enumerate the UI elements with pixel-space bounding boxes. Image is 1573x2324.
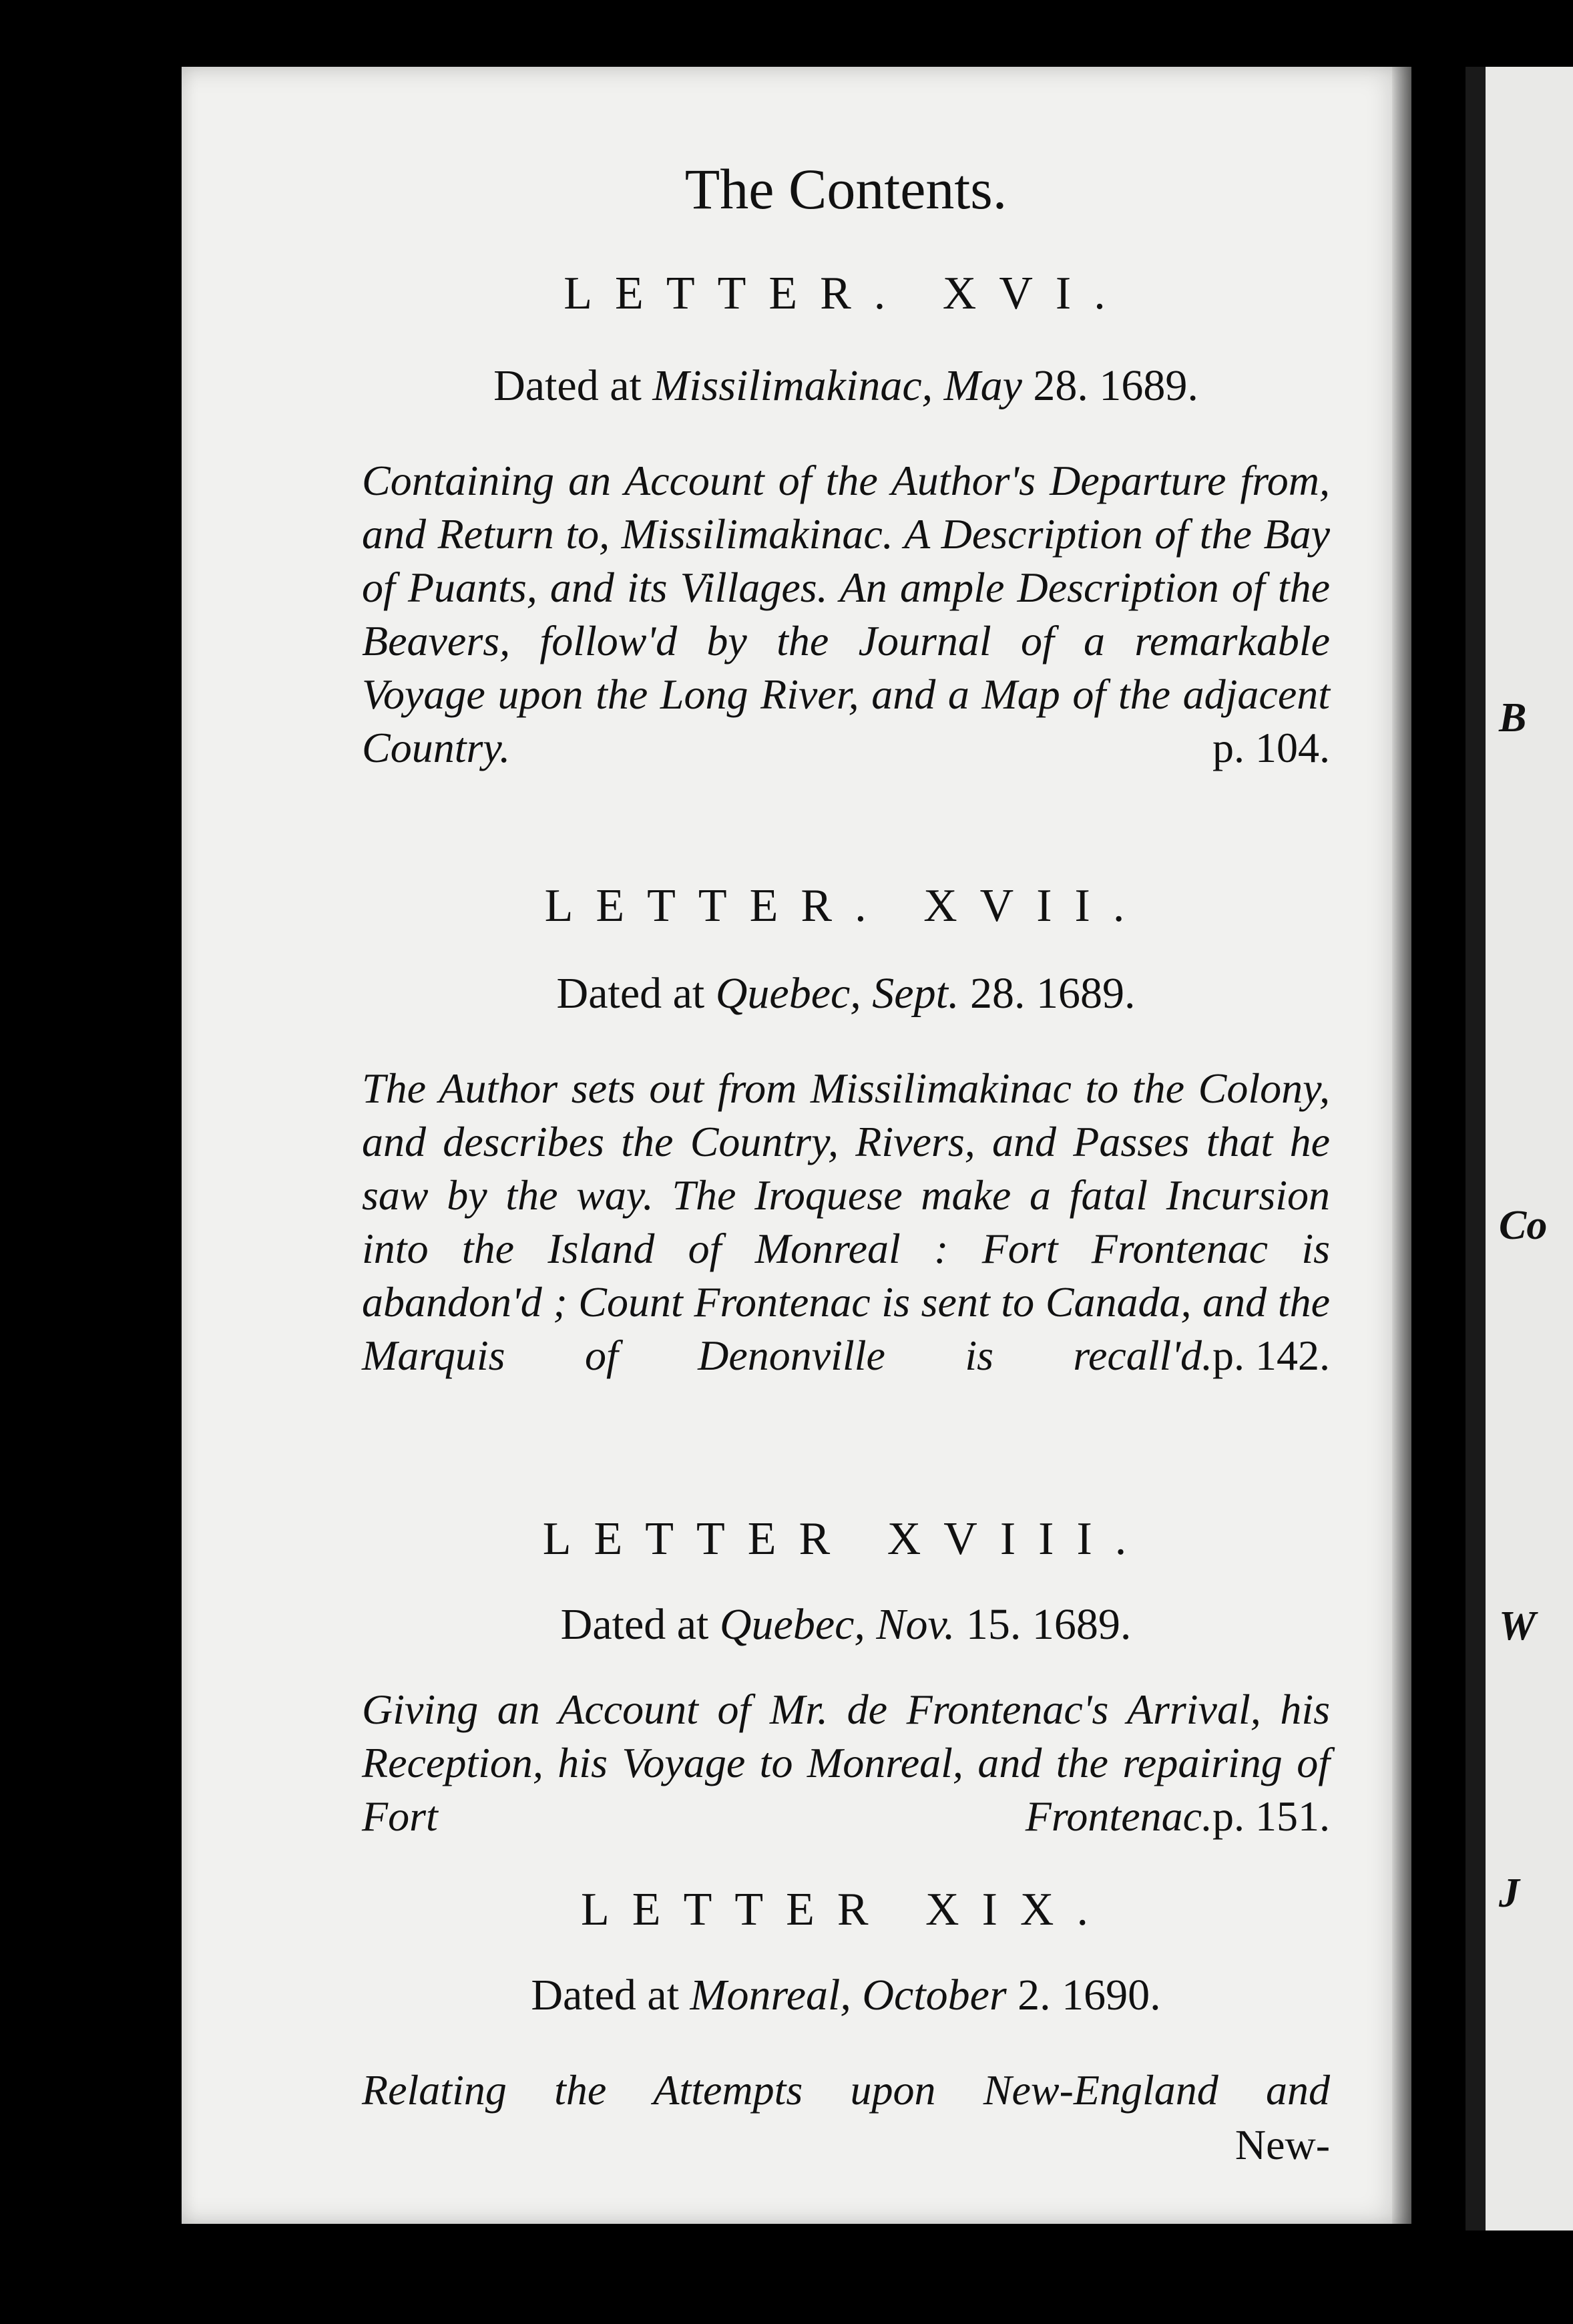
dateline-prefix: Dated at [531, 1971, 680, 2019]
dateline-date: 2. 1690. [1018, 1971, 1161, 2019]
letter-summary [362, 1062, 1330, 1382]
dateline-prefix: Dated at [556, 969, 705, 1018]
letter-summary [362, 2064, 1330, 2117]
page-reference: p. 151. [1212, 1792, 1330, 1840]
letter-heading: LETTER XVIII. [542, 1513, 1150, 1565]
summary-text: The Author sets out from Missilimakinac to the Colony, and describes the Country, Rivers, and Passes that he saw by the way. The Iroquese make a fatal Incursion into the Island of Monreal : Fort Frontenac is abandon'd ; Count Frontenac is sent to Canada, and the Marquis of Denonville is recall'd. [362, 1064, 1330, 1379]
dateline-date: 28. 1689. [969, 969, 1136, 1018]
letter-summary [362, 454, 1330, 775]
facing-page [1466, 67, 1573, 2231]
dateline-prefix: Dated at [560, 1600, 709, 1649]
dateline-date: 15. 1689. [965, 1600, 1132, 1649]
dateline [362, 969, 1330, 1018]
page-title: The Contents. [684, 157, 1007, 221]
dateline-place: Quebec, Nov. [719, 1600, 955, 1649]
dateline [362, 1973, 1330, 2017]
summary-text: Relating the Attempts upon New-England and [362, 2066, 1330, 2114]
facing-fragment: Co [1499, 1203, 1548, 1248]
summary-text: Containing an Account of the Author's Departure from, and Return to, Missilimakinac. A Description of the Bay of Puants, and its Villages. An ample Description of the Beavers, follow'd by the Journal of a remarkable Voyage upon the Long River, and a Map of the adjacent Country. [362, 457, 1330, 771]
dateline-date: 28. 1689. [1033, 361, 1198, 410]
facing-fragment: W [1499, 1603, 1536, 1649]
dateline-place: Missilimakinac, May [652, 361, 1022, 410]
dateline-prefix: Dated at [493, 361, 642, 410]
letter-heading: LETTER XIX. [581, 1884, 1111, 1935]
letter-heading: LETTER. XVI. [564, 268, 1128, 319]
catchword: New- [1234, 2121, 1330, 2168]
book-page [182, 67, 1411, 2224]
page-reference: p. 104. [1212, 724, 1330, 771]
letter-summary [362, 1683, 1330, 1843]
dateline-place: Monreal, October [690, 1971, 1007, 2019]
gutter-shadow [1392, 67, 1412, 2224]
dateline-place: Quebec, Sept. [715, 969, 959, 1018]
page-reference: p. 142. [1212, 1332, 1330, 1379]
facing-fragment: J [1499, 1871, 1520, 1916]
dateline [362, 1600, 1330, 1649]
summary-text: Giving an Account of Mr. de Frontenac's Arrival, his Reception, his Voyage to Monreal, and the repairing of Fort Frontenac. [362, 1686, 1330, 1840]
dateline [362, 361, 1330, 410]
facing-fragment: B [1499, 695, 1527, 741]
letter-heading: LETTER. XVII. [544, 880, 1148, 932]
